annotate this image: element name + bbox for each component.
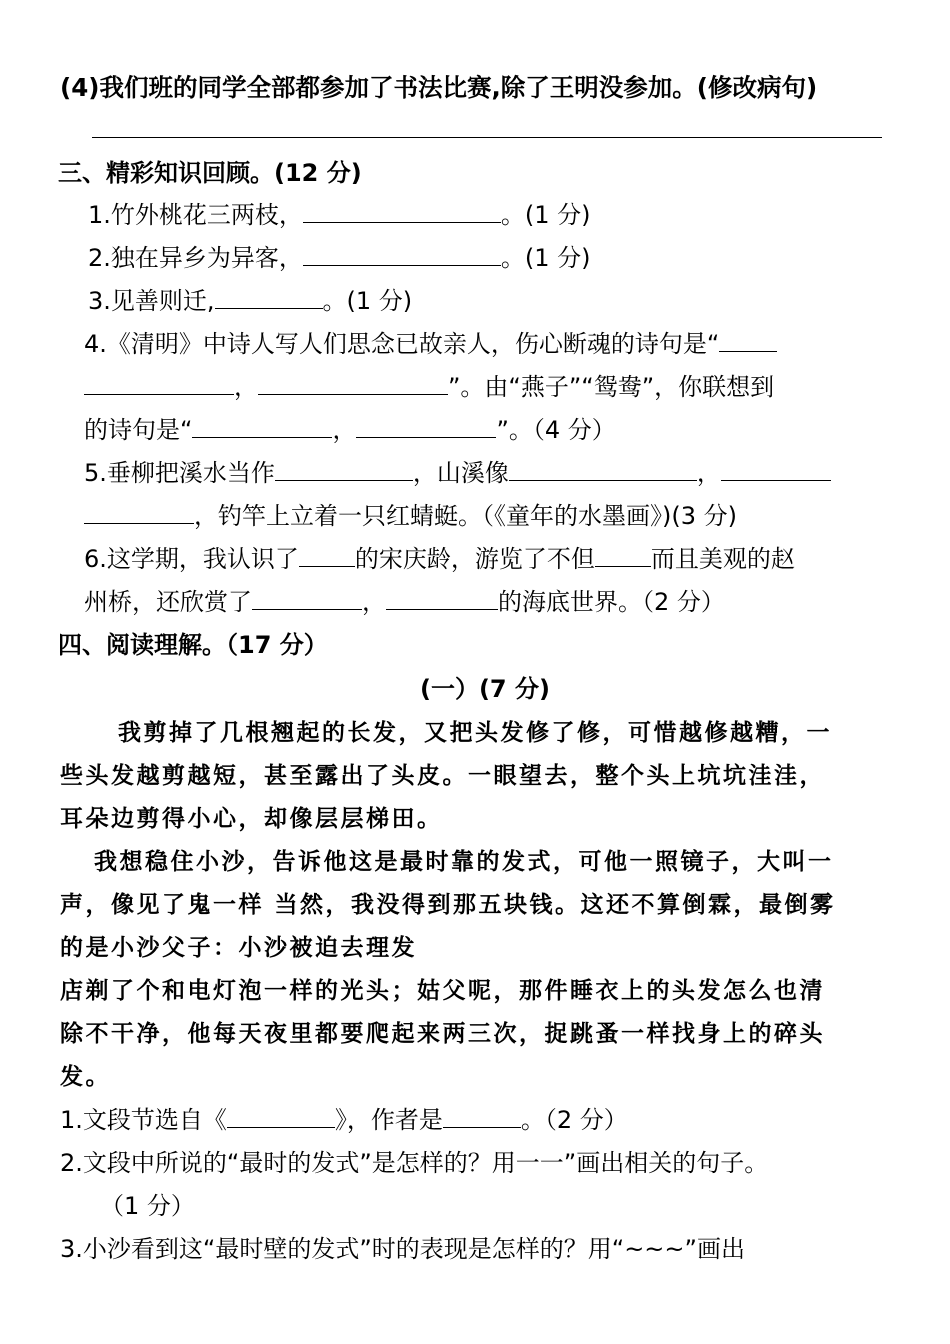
passage-line: 我想稳住小沙，告诉他这是最时靠的发式，可他一照镜子，大叫一 [94, 848, 834, 875]
q4-1-b: 》，作者是 [334, 1106, 443, 1134]
blank[interactable] [721, 458, 831, 481]
passage-line: 店剃了个和电灯泡一样的光头；姑父呢，那件睡衣上的头发怎么也清 [60, 977, 825, 1004]
q3-6-sep: ， [362, 588, 386, 616]
q3-5-mid: ，山溪像 [412, 459, 509, 487]
q3-5-text: 5.垂柳把溪水当作 [84, 459, 275, 487]
q3-3-end: 。(1 分) [322, 287, 413, 315]
q3-3-text: 3.见善则迁, [88, 287, 215, 315]
q3-4-start: 的诗句是“ [84, 416, 193, 444]
q4-1 [60, 1104, 628, 1136]
q3-4-sep2: ， [332, 416, 357, 444]
blank[interactable] [386, 587, 498, 610]
q3-5-sep: ， [696, 459, 721, 487]
q3-4-line1 [84, 328, 777, 360]
q3-4-end: ”。由“燕子”“鸳鸯”，你联想到 [448, 373, 775, 401]
blank[interactable] [252, 587, 362, 610]
passage-line: 发。 [60, 1063, 111, 1090]
q3-1-text: 1.竹外桃花三两枝， [88, 201, 303, 229]
q3-5-end: ，钓竿上立着一只红蜻蜓。（《童年的水墨画》)(3 分) [194, 502, 737, 530]
blank[interactable] [303, 200, 501, 223]
q3-6-text: 6.这学期，我认识了 [84, 545, 299, 573]
q3-6-mid: 的宋庆龄，游览了不但 [354, 545, 595, 573]
blank[interactable] [443, 1105, 521, 1128]
section-3-title: 三、精彩知识回顾。(12 分) [58, 159, 362, 187]
q3-6-line2 [84, 586, 725, 618]
blank[interactable] [509, 458, 697, 481]
blank[interactable] [84, 372, 234, 395]
q3-4-line2 [84, 371, 774, 403]
blank[interactable] [84, 501, 194, 524]
q3-4-sep: ， [234, 373, 258, 401]
blank[interactable] [719, 329, 777, 352]
q3-6-start: 州桥，还欣赏了 [84, 588, 252, 616]
q3-5-line1 [84, 457, 831, 489]
q4-2-line1: 2.文段中所说的“最时的发式”是怎样的？用一一”画出相关的句子。 [60, 1149, 769, 1177]
passage-line: 除不干净，他每天夜里都要爬起来两三次，捉跳蚤一样找身上的碎头 [60, 1020, 825, 1047]
q3-4-end2: ”。（4 分） [496, 416, 616, 444]
blank[interactable] [192, 415, 332, 438]
q4-3-line1: 3.小沙看到这“最时壁的发式”时的表现是怎样的？用“~~~”画出 [60, 1235, 745, 1263]
blank[interactable] [299, 544, 355, 567]
blank[interactable] [258, 372, 448, 395]
q3-2-text: 2.独在异乡为异客， [88, 244, 303, 272]
blank[interactable] [275, 458, 413, 481]
passage-subtitle: (一）(7 分) [420, 675, 550, 703]
passage-line: 我剪掉了几根翘起的长发，又把头发修了修，可惜越修越糟，一 [118, 719, 832, 746]
blank[interactable] [303, 243, 501, 266]
answer-line [92, 137, 882, 138]
passage-line: 的是小沙父子：小沙被迫去理发 [60, 934, 417, 961]
q3-4-line3 [84, 414, 616, 446]
blank[interactable] [227, 1105, 335, 1128]
q4-1-c: 。（2 分） [520, 1106, 628, 1134]
q3-5-line2 [84, 500, 737, 532]
passage-line: 些头发越剪越短，甚至露出了头皮。一眼望去，整个头上坑坑洼洼， [60, 762, 825, 789]
q3-6-end2: 的海底世界。（2 分） [498, 588, 725, 616]
q3-4-text: 4.《清明》中诗人写人们思念已故亲人，伤心断魂的诗句是“ [84, 330, 720, 358]
blank[interactable] [215, 286, 323, 309]
passage-line: 耳朵边剪得小心，却像层层梯田。 [60, 805, 443, 832]
q3-2-end: 。(1 分) [500, 244, 591, 272]
q3-6-end: 而且美观的赵 [650, 545, 795, 573]
top-question: (4)我们班的同学全部都参加了书法比赛,除了王明没参加。(修改病句) [60, 73, 818, 102]
section-4-title: 四、阅读理解。（17 分） [58, 631, 328, 659]
blank[interactable] [595, 544, 651, 567]
q3-3 [88, 285, 412, 317]
q4-1-a: 1.文段节选自《 [60, 1106, 227, 1134]
q3-6-line1 [84, 543, 795, 575]
q3-1-end: 。(1 分) [500, 201, 591, 229]
passage-line: 声，像见了鬼一样 当然，我没得到那五块钱。这还不算倒霖，最倒雾 [60, 891, 836, 918]
q3-2 [88, 242, 591, 274]
blank[interactable] [356, 415, 496, 438]
q4-2-line2: （1 分） [100, 1192, 195, 1220]
q3-1 [88, 199, 591, 231]
